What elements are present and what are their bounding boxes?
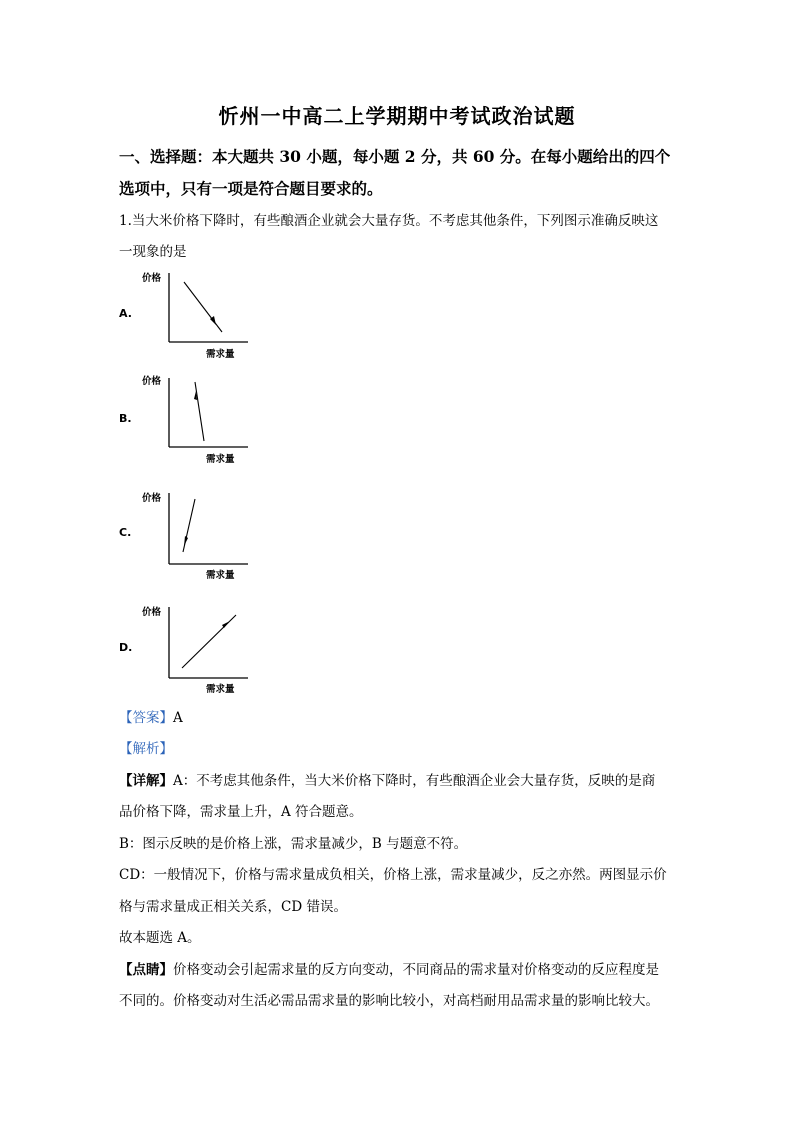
- answer-value: A: [173, 710, 183, 726]
- option-a-label: A.: [119, 307, 132, 320]
- line-cd1: CD：一般情况下，价格与需求量成负相关，价格上涨，需求量减少，反之亦然。两图显示价: [119, 867, 667, 883]
- y-axis-label: 价格: [142, 376, 162, 387]
- y-axis-label: 价格: [142, 493, 162, 504]
- question-line2: 一现象的是: [119, 244, 187, 260]
- option-b-graph: [140, 373, 255, 465]
- detail-line2: 品价格下降，需求量上升，A 符合题意。: [119, 804, 363, 820]
- point-text: 价格变动会引起需求量的反方向变动，不同商品的需求量对价格变动的反应程度是: [173, 962, 659, 978]
- detail-line1: [119, 769, 655, 789]
- x-axis-label: 需求量: [206, 349, 235, 360]
- option-c-label: C.: [119, 526, 132, 539]
- demand-line: [195, 382, 204, 441]
- option-d-label: D.: [119, 641, 133, 654]
- x-axis-label: 需求量: [206, 454, 235, 465]
- point-tag: 【点睛】: [119, 962, 173, 978]
- answer-line: [119, 706, 183, 726]
- page-title: 忻州一中高二上学期期中考试政治试题: [218, 104, 576, 128]
- demand-line: [184, 282, 222, 332]
- point-line2: 不同的。价格变动对生活必需品需求量的影响比较小，对高档耐用品需求量的影响比较大。: [119, 993, 659, 1009]
- section-heading-line2: 选项中，只有一项是符合题目要求的。: [119, 179, 383, 198]
- answer-tag: 【答案】: [119, 710, 173, 726]
- x-axis-label: 需求量: [206, 684, 235, 694]
- section-heading-line1: 一、选择题：本大题共 30 小题，每小题 2 分，共 60 分。在每小题给出的四个: [119, 147, 671, 166]
- line-cd2: 格与需求量成正相关关系，CD 错误。: [119, 899, 347, 915]
- option-d-graph: [140, 602, 255, 694]
- detail-tag: 【详解】: [119, 773, 173, 789]
- conclusion: 故本题选 A。: [119, 930, 201, 946]
- point-line1: [119, 958, 659, 978]
- line-b: B：图示反映的是价格上涨，需求量减少，B 与题意不符。: [119, 836, 468, 852]
- detail-text: A：不考虑其他条件，当大米价格下降时，有些酿酒企业会大量存货，反映的是商: [173, 773, 656, 789]
- y-axis-label: 价格: [142, 607, 162, 618]
- analysis-tag: 【解析】: [119, 741, 173, 757]
- question-line1: 1.当大米价格下降时，有些酿酒企业就会大量存货。不考虑其他条件，下列图示准确反映这: [119, 213, 659, 229]
- option-a-graph: [140, 268, 255, 360]
- arrow-icon: [184, 536, 188, 546]
- x-axis-label: 需求量: [206, 570, 235, 580]
- option-b-label: B.: [119, 412, 132, 425]
- y-axis-label: 价格: [142, 273, 162, 284]
- option-c-graph: [140, 488, 255, 580]
